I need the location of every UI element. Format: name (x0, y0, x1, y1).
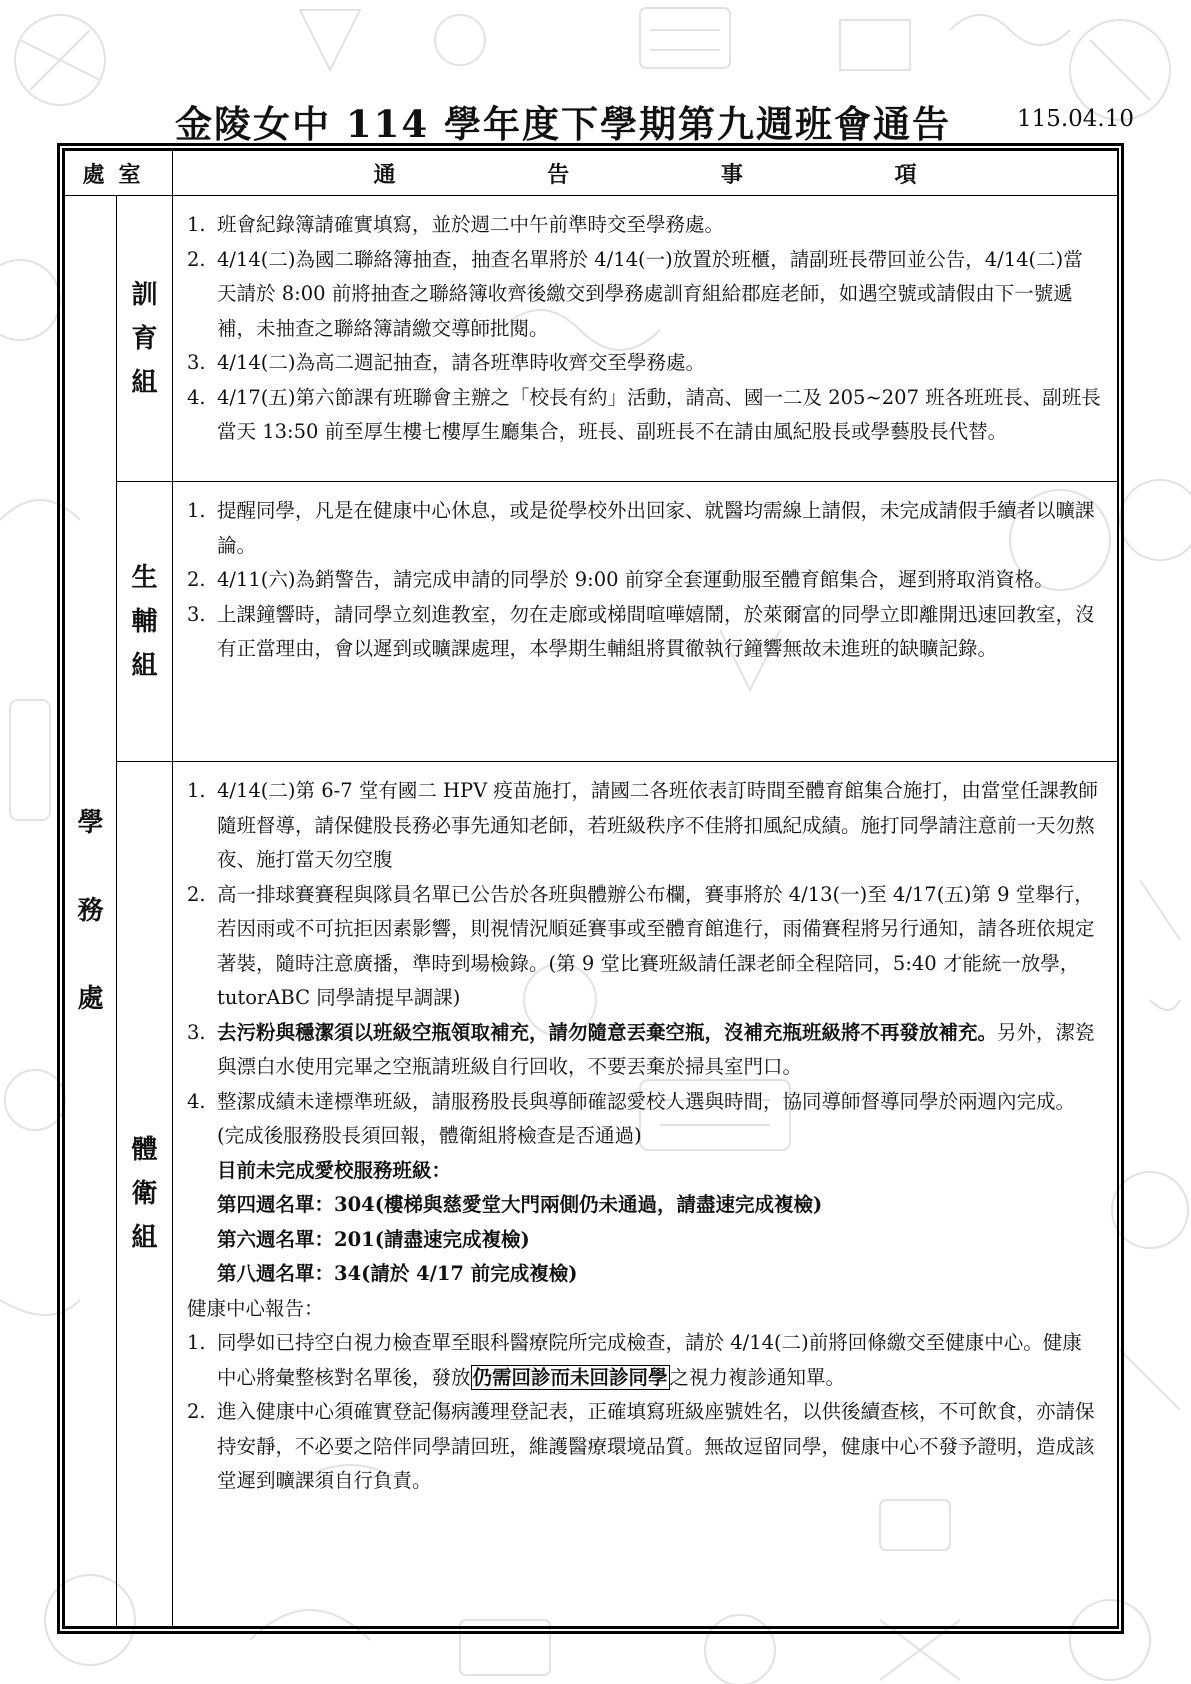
section-char: 訓 (131, 279, 158, 310)
item-number: 3. (187, 602, 206, 626)
item-text: 高一排球賽賽程與隊員名單已公告於各班與體辦公布欄，賽事將於 4/13(一)至 4/17(五)第 9 堂舉行，若因雨或不可抗拒因素影響，則視情況順延賽事或至體育館進行，雨備賽程將另行通知，請各班依規定著裝，隨時注意廣播，準時到場檢錄。(第 9 堂比賽班級請任課老師全程陪同，5:40 才能統一放學，tutorABC 同學請提早調課) (217, 882, 1095, 1009)
section-char: 組 (131, 367, 158, 398)
health-heading: 健康中心報告： (187, 1296, 324, 1320)
item-text: 上課鐘響時，請同學立刻進教室，勿在走廊或梯間喧嘩嬉鬧，於萊爾富的同學立即離開迅速回教室，沒有正當理由，會以遲到或曠課處理，本學期生輔組將貫徹執行鐘響無故未進班的缺曠記錄。 (217, 602, 1095, 660)
office-char: 學 (77, 808, 104, 838)
title-row (0, 88, 1191, 148)
item-text: 之視力複診通知單。 (669, 1365, 846, 1389)
office-char: 處 (77, 984, 104, 1014)
boxed-emphasis: 仍需回診而未回診同學 (472, 1365, 668, 1389)
section-char: 生 (131, 562, 158, 593)
issue-date: 115.04.10 (1016, 106, 1134, 132)
item-number: 1. (187, 213, 206, 236)
unfinished-line: 第四週名單：304(樓梯與慈愛堂大門兩側仍未通過，請盡速完成複檢) (217, 1193, 823, 1216)
header-item-char: 項 (894, 161, 917, 188)
section-name-shengfu (117, 482, 173, 762)
header-item-char: 告 (547, 161, 570, 188)
item-text: 整潔成績未達標準班級，請服務股長與導師確認愛校人選與時間，協同導師督導同學於兩週內完成。(完成後服務股長須回報，體衛組將檢查是否通過) (217, 1089, 1076, 1147)
page-title: 金陵女中 114 學年度下學期第九週班會通告 (175, 102, 951, 146)
list-item (187, 208, 1101, 243)
header-item-char: 事 (720, 161, 743, 188)
list-item (187, 1085, 1101, 1154)
item-text: 4/14(二)為高二週記抽查，請各班準時收齊交至學務處。 (217, 351, 706, 374)
notice-table (64, 150, 1118, 1627)
item-text: 同學如已持空白視力檢查單至眼科醫療院所完成檢查，請於 4/14(二)前將回條繳交至健康中心。健康中心將彙整核對名單後，發放 (217, 1331, 1082, 1389)
list-item (187, 598, 1101, 667)
list-item (187, 494, 1101, 563)
list-item (187, 346, 1101, 381)
section-name-xunyu (117, 196, 173, 482)
office-cell (65, 196, 117, 1627)
section-char: 育 (131, 323, 158, 354)
item-number: 3. (187, 351, 206, 374)
item-text: 班會紀錄簿請確實填寫，並於週二中午前準時交至學務處。 (217, 213, 725, 236)
unfinished-line: 第八週名單：34(請於 4/17 前完成複檢) (217, 1262, 578, 1285)
section-char: 輔 (131, 606, 158, 637)
item-text: 4/14(二)為國二聯絡簿抽查，抽查名單將於 4/14(一)放置於班櫃，請副班長帶回並公告，4/14(二)當天請於 8:00 前將抽查之聯絡簿收齊後繳交到學務處訓育組給郡庭老師，如遇空號或請假由下一號遞補，未抽查之聯絡簿請繳交導師批閱。 (217, 247, 1083, 340)
item-text: 提醒同學，凡是在健康中心休息，或是從學校外出回家、就醫均需線上請假，未完成請假手續者以曠課論。 (217, 499, 1095, 557)
section-content-xunyu (173, 196, 1118, 482)
list-item (187, 1395, 1101, 1499)
list-item (187, 563, 1101, 598)
item-text: 4/14(二)第 6-7 堂有國二 HPV 疫苗施打，請國二各班依表訂時間至體育館集合施打，由當堂任課教師隨班督導，請保健股長務必事先通知老師，若班級秩序不佳將扣風紀成績。施打同學請注意前一天勿熬夜、施打當天勿空腹 (217, 779, 1098, 871)
item-number: 1. (187, 499, 206, 522)
item-number: 2. (187, 882, 206, 906)
section-name-tiwei (117, 762, 173, 1627)
section-char: 組 (131, 1223, 158, 1253)
item-text-bold: 去污粉與穩潔須以班級空瓶領取補充，請勿隨意丟棄空瓶，沒補充瓶班級將不再發放補充。 (217, 1020, 998, 1044)
list-item (187, 243, 1101, 347)
table-header-row (65, 151, 1118, 196)
item-text: 進入健康中心須確實登記傷病護理登記表，正確填寫班級座號姓名，以供後續查核，不可飲食，亦請保持安靜，不必要之陪伴同學請回班，維護醫療環境品質。無故逗留同學，健康中心不發予證明，造成該堂遲到曠課須自行負責。 (217, 1400, 1095, 1492)
list-item (187, 774, 1101, 878)
unfinished-line: 第六週名單：201(請盡速完成複檢) (217, 1227, 530, 1251)
item-text: 另外，潔瓷與漂白水使用完畢之空瓶請班級自行回收，不要丟棄於掃具室門口。 (217, 1020, 1095, 1078)
section-content-tiwei (173, 762, 1118, 1627)
list-item (187, 1016, 1101, 1085)
section-char: 組 (131, 650, 158, 681)
header-item-char: 通 (373, 161, 396, 188)
header-items (173, 151, 1118, 196)
section-content-shengfu (173, 482, 1118, 762)
list-item (187, 1326, 1101, 1395)
section-char: 衛 (131, 1179, 158, 1209)
item-text: 4/11(六)為銷警告，請完成申請的同學於 9:00 前穿全套運動服至體育館集合，遲到將取消資格。 (217, 568, 1054, 591)
list-item (187, 878, 1101, 1016)
item-number: 1. (187, 1331, 206, 1354)
section-row-xunyu (65, 196, 1118, 482)
item-number: 2. (187, 1400, 206, 1423)
item-number: 2. (187, 568, 206, 591)
item-number: 4. (187, 385, 206, 409)
list-item (187, 381, 1101, 450)
item-number: 2. (187, 247, 206, 271)
item-number: 4. (187, 1089, 206, 1113)
section-row-tiwei (65, 762, 1118, 1627)
office-char: 務 (77, 896, 104, 926)
item-number: 3. (187, 1020, 206, 1044)
item-text: 4/17(五)第六節課有班聯會主辦之「校長有約」活動，請高、國一二及 205~207 班各班班長、副班長當天 13:50 前至厚生樓七樓厚生廳集合，班長、副班長不在請由風紀股長或學藝股長代替。 (217, 385, 1101, 443)
item-number: 1. (187, 779, 206, 802)
header-office: 處室 (65, 151, 173, 196)
section-char: 體 (131, 1135, 158, 1165)
section-row-shengfu (65, 482, 1118, 762)
unfinished-heading: 目前未完成愛校服務班級： (217, 1158, 452, 1182)
